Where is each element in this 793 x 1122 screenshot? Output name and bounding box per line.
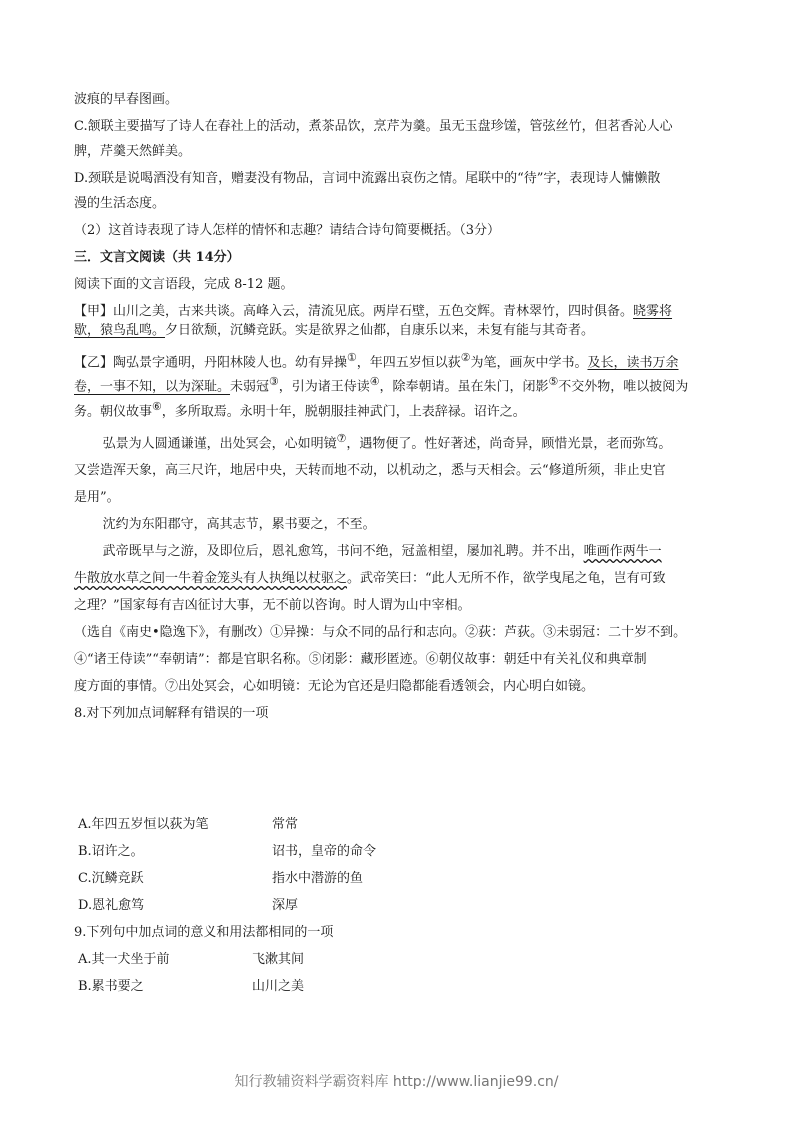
- text-line: 之理？”国家每有吉凶征讨大事，无不前以咨询。时人谓为山中宰相。: [74, 598, 471, 614]
- note-line: （选自《南史•隐逸下》，有删改）①异操：与众不同的品行和志向。②荻：芦荻。③未弱冠：二十岁不到。: [74, 625, 687, 641]
- text-line: 漫的生活态度。: [74, 196, 166, 211]
- option-d: D.恩礼愈笃 深厚: [78, 898, 299, 914]
- option-a: A.其一犬坐于前 飞漱其间: [78, 952, 305, 968]
- text-line: 是用”。: [74, 490, 120, 506]
- section-heading: 三．文言文阅读（共 14分）: [74, 250, 240, 265]
- footer-watermark: 知行教辅资料学霸资料库 http://www.lianjie99.cn/: [234, 1074, 559, 1090]
- question-9: 9.下列句中加点词的意义和用法都相同的一项: [74, 925, 334, 941]
- wavy-underlined-sentence: 唯画作两牛一: [583, 544, 662, 560]
- text-line: 脾，芹羹天然鲜美。: [74, 144, 192, 159]
- note-line: ④“诸王侍读”“奉朝请”：都是官职名称。⑤闭影：藏形匿迹。⑥朝仪故事：朝廷中有关礼仪和典章制: [74, 652, 647, 668]
- passage-paragraph: 沈约为东阳郡守，高其志节，累书要之，不至。: [102, 517, 376, 533]
- passage-paragraph: 弘景为人圆通谦谨，出处冥会，心如明镜⑦，遇物便了。性好著述，尚奇异，顾惜光景，老而弥笃。: [102, 431, 672, 452]
- document-body: [74, 90, 724, 1004]
- passage-jia: 【甲】山川之美，古来共谈。高峰入云，清流见底。两岸石壁，五色交辉。青林翠竹，四时俱备。晓雾将 歇，猿鸟乱鸣。夕日欲颓，沉鳞竞跃。实是欲界之仙都，自康乐以来，未复有能与其奇者。: [74, 304, 673, 338]
- passage-yi: 【乙】陶弘景字通明，丹阳林陵人也。幼有异操①，年四五岁恒以荻②为笔，画灰中学书。及长，读书万余 卷，一事不知，以为深耻。未弱冠③，引为诸王侍读④，除奉朝请。虽在朱门，闭影⑤不交外物，唯以披阅为 务。朝仪故事⑥，多所取焉。永明十年，脱朝服挂神武门，上表辞禄。诏许之。: [74, 351, 689, 419]
- underlined-sentence: 歇，猿鸟乱鸣。: [74, 323, 166, 338]
- wavy-underlined-sentence: 牛散放水草之间一牛着金笼头有人执绳以杖驱之: [74, 571, 348, 587]
- passage-paragraph: 武帝既早与之游，及即位后，恩礼愈笃，书问不绝，冠盖相望，屡加礼聘。并不出，唯画作两牛一: [102, 544, 662, 560]
- text-line: 又尝造浑天象，高三尺许，地居中央，天转而地不动，以机动之，悉与天相会。云“修道所须，非止史官: [74, 463, 666, 479]
- question-2: （2）这首诗表现了诗人怎样的情怀和志趣？请结合诗句简要概括。（3分）: [74, 223, 501, 238]
- text-line: C.颔联主要描写了诗人在春社上的活动，煮茶品饮，烹芹为羹。虽无玉盘珍馐，管弦丝竹，但茗香沁人心: [74, 119, 673, 134]
- question-8: 8.对下列加点词解释有错误的一项: [74, 706, 269, 722]
- underlined-sentence: 晓雾将: [633, 304, 673, 319]
- option-c: C.沉鳞竞跃 指水中潜游的鱼: [78, 871, 364, 887]
- text-line: D.颈联是说喝酒没有知音，赠妻没有物品，言词中流露出哀伤之情。尾联中的“待”字，表现诗人慵懒散: [74, 171, 661, 186]
- underlined-sentence: 卷，一事不知，以为深耻。: [74, 379, 231, 395]
- text-line: 牛散放水草之间一牛着金笼头有人执绳以杖驱之。武帝笑曰：“此人无所不作，欲学曳尾之龟，岂有可致: [74, 571, 666, 587]
- instruction: 阅读下面的文言语段，完成 8-12 题。: [74, 277, 294, 292]
- option-b: B.诏许之。 诏书，皇帝的命令: [78, 844, 377, 860]
- text-line: 波痕的早春图画。: [74, 92, 179, 107]
- note-line: 度方面的事情。⑦出处冥会，心如明镜：无论为官还是归隐都能看透领会，内心明白如镜。: [74, 679, 595, 695]
- option-b: B.累书要之 山川之美: [78, 979, 305, 995]
- option-a: A.年四五岁恒以荻为笔 常常: [78, 817, 299, 833]
- underlined-sentence: 及长，读书万余: [587, 355, 679, 371]
